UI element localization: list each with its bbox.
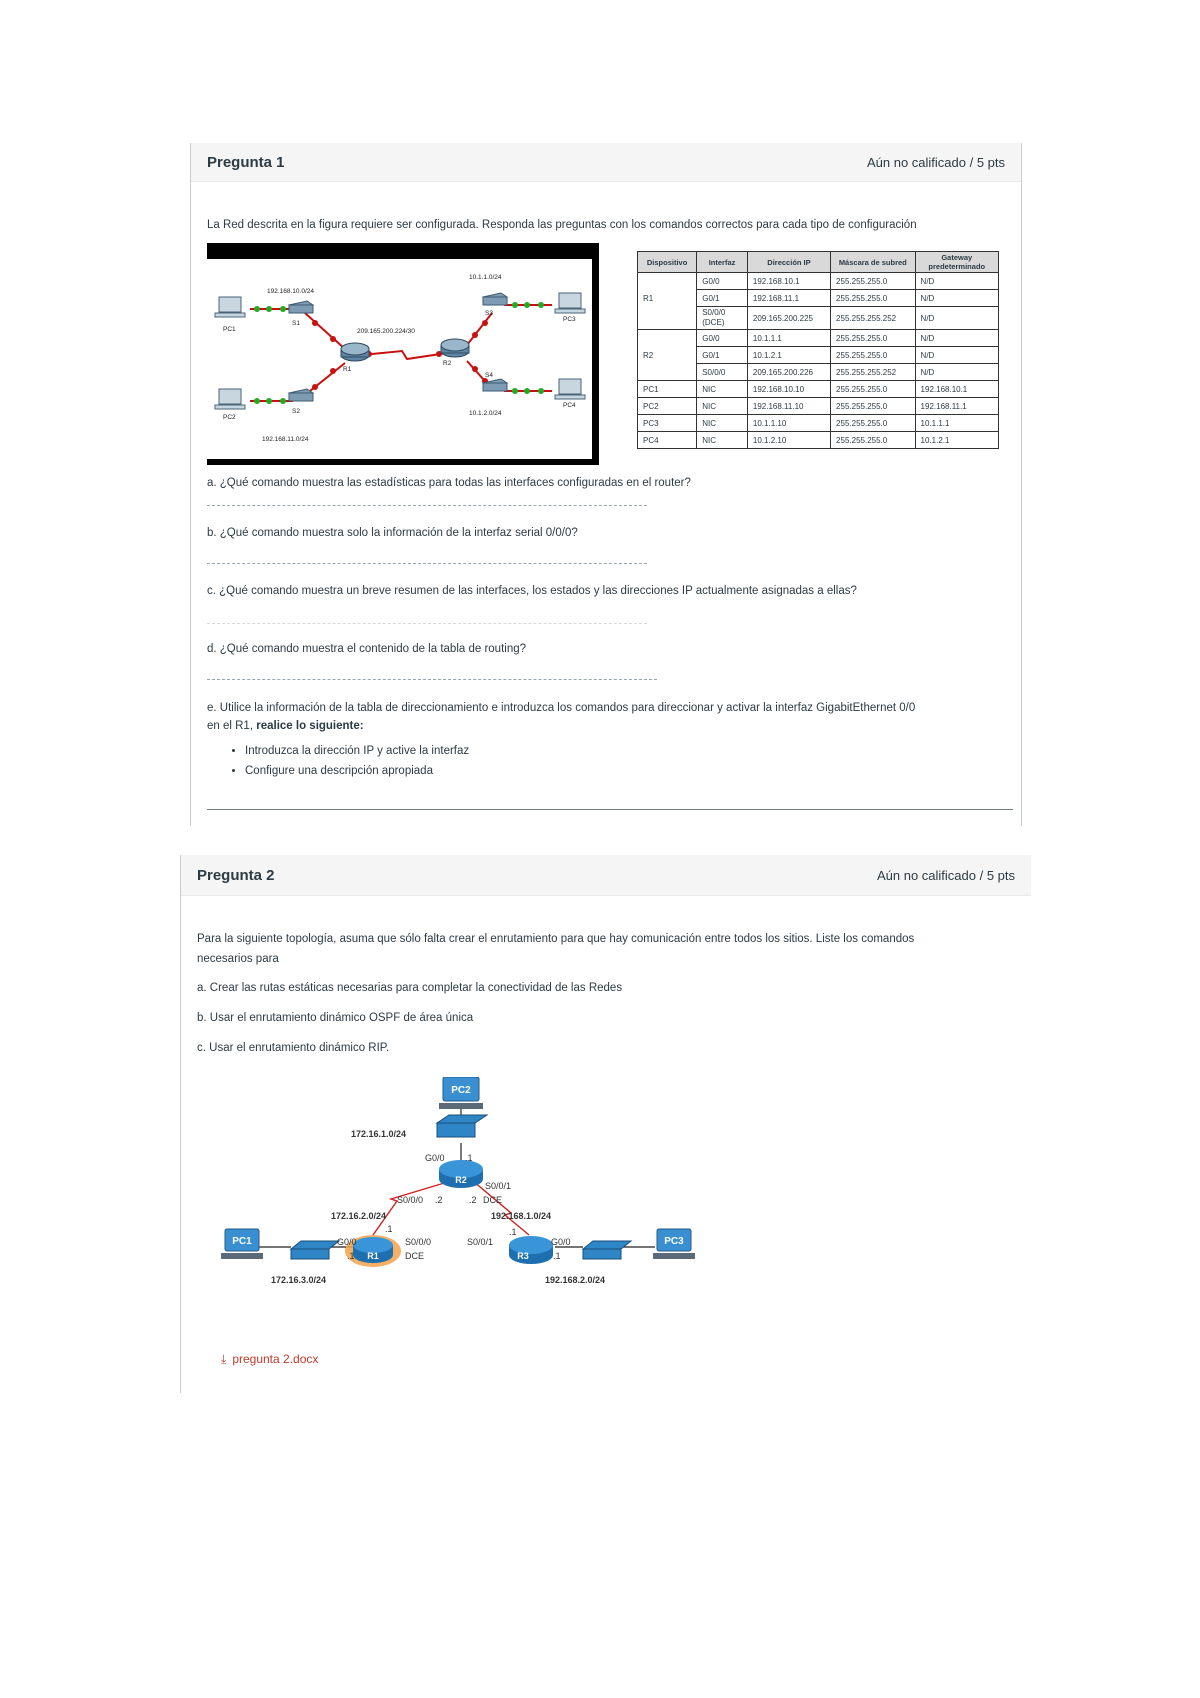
r1-g00-label: G0/0	[337, 1237, 357, 1247]
table-cell: N/D	[915, 347, 998, 364]
label-pc3: PC3	[664, 1236, 684, 1247]
switch-icon	[291, 1241, 339, 1259]
network-topology-diagram	[207, 243, 599, 465]
r2-s001-ip: .2	[469, 1195, 477, 1205]
question-2-intro-line1: Para la siguiente topología, asuma que sólo falta crear el enrutamiento para que hay comunicación entre todos los sitios. Liste los comandos	[197, 933, 915, 945]
question-1e-line2	[207, 717, 1019, 735]
table-cell	[638, 330, 697, 347]
question-2-header	[181, 855, 1031, 896]
question-1-network-figure	[207, 243, 599, 465]
r2-dce-label: DCE	[483, 1195, 503, 1205]
table-cell: 10.1.1.10	[747, 415, 830, 432]
table-row	[638, 307, 999, 330]
table-cell: 192.168.10.10	[747, 381, 830, 398]
net-label-wan: 209.165.200.224/30	[357, 328, 415, 335]
r3-g00-ip: .1	[553, 1251, 561, 1261]
label-s3: S3	[485, 310, 493, 317]
question-2a-text: a. Crear las rutas estáticas necesarias para completar la conectividad de las Redes	[197, 982, 623, 994]
table-row	[638, 330, 999, 347]
r3-s001-label: S0/0/1	[467, 1237, 494, 1247]
r1-s000-label: S0/0/0	[405, 1237, 432, 1247]
list-item: • Configure una descripción apropiada	[245, 761, 1019, 781]
table-cell: 192.168.11.1	[915, 398, 998, 415]
net-label-r2r3: 192.168.1.0/24	[491, 1211, 552, 1221]
answer-line-e[interactable]	[207, 809, 1013, 810]
question-2c-text: c. Usar el enrutamiento dinámico RIP.	[197, 1042, 390, 1054]
question-1-title: Pregunta 1	[207, 153, 285, 171]
r1-s000-ip: .1	[385, 1224, 393, 1234]
table-cell: N/D	[915, 290, 998, 307]
table-cell: 209.165.200.225	[747, 307, 830, 330]
table-cell	[638, 364, 697, 381]
table-cell: 255.255.255.0	[831, 398, 916, 415]
r1-dce-label: DCE	[405, 1251, 425, 1261]
table-cell: PC4	[638, 432, 697, 449]
list-item: • Introduzca la dirección IP y active la interfaz	[245, 741, 1019, 761]
question-1e-options	[207, 741, 1019, 781]
question-1a-text: a. ¿Qué comando muestra las estadísticas para todas las interfaces configuradas en el router?	[207, 477, 691, 489]
table-cell: 10.1.2.1	[915, 432, 998, 449]
attachment-link[interactable]	[221, 1352, 318, 1367]
switch-icon	[437, 1115, 487, 1137]
r2-s000-label: S0/0/0	[397, 1195, 424, 1205]
question-2-topology-diagram	[211, 1077, 711, 1307]
label-pc4: PC4	[563, 402, 576, 409]
question-1e-line2-start: en el R1,	[207, 720, 257, 732]
table-cell: N/D	[915, 307, 998, 330]
table-cell: 209.165.200.226	[747, 364, 830, 381]
net-label-pc2: 172.16.1.0/24	[351, 1129, 407, 1139]
table-header: Interfaz	[697, 252, 748, 273]
question-2-intro-line2: necesarios para	[197, 953, 279, 965]
r2-s001-label: S0/0/1	[485, 1181, 512, 1191]
table-row	[638, 398, 999, 415]
table-cell: G0/1	[697, 290, 748, 307]
r2-s000-ip: .2	[435, 1195, 443, 1205]
label-s2: S2	[292, 408, 300, 415]
addressing-table	[637, 251, 999, 449]
net-label-pc1: 192.168.10.0/24	[267, 288, 314, 295]
table-row	[638, 364, 999, 381]
r2-g00-label: G0/0	[425, 1153, 445, 1163]
download-icon: ⤓	[221, 1352, 227, 1366]
label-s4: S4	[485, 372, 493, 379]
table-header: Dispositivo	[638, 252, 697, 273]
table-header-row	[638, 252, 999, 273]
pc4-icon	[555, 379, 585, 399]
table-cell: NIC	[697, 398, 748, 415]
table-row	[638, 432, 999, 449]
label-r1: R1	[343, 366, 352, 373]
table-cell: G0/1	[697, 347, 748, 364]
label-pc2: PC2	[451, 1085, 471, 1096]
table-row	[638, 347, 999, 364]
answer-line-b[interactable]	[207, 563, 647, 564]
table-cell: 192.168.10.1	[747, 273, 830, 290]
pc3-icon	[653, 1229, 695, 1259]
net-label-pc1: 172.16.3.0/24	[271, 1275, 327, 1285]
table-cell: R1	[638, 290, 697, 307]
table-header: Dirección IP	[747, 252, 830, 273]
table-header: Gateway predeterminado	[915, 252, 998, 273]
table-cell: 255.255.255.0	[831, 432, 916, 449]
table-cell: 10.1.1.1	[915, 415, 998, 432]
table-cell: N/D	[915, 364, 998, 381]
table-cell: 10.1.1.1	[747, 330, 830, 347]
answer-line-a[interactable]	[207, 505, 647, 506]
table-cell: S0/0/0 (DCE)	[697, 307, 748, 330]
table-cell: 255.255.255.252	[831, 364, 916, 381]
question-1e-line1: e. Utilice la información de la tabla de direccionamiento e introduzca los comandos para direccionar y activar la interfaz GigabitEthernet 0/0	[207, 702, 916, 714]
table-cell: 10.1.2.1	[747, 347, 830, 364]
net-label-pc2: 192.168.11.0/24	[262, 436, 309, 443]
table-header: Máscara de subred	[831, 252, 916, 273]
label-pc3: PC3	[563, 316, 576, 323]
table-cell: G0/0	[697, 330, 748, 347]
table-row	[638, 290, 999, 307]
table-row	[638, 381, 999, 398]
label-s1: S1	[292, 320, 300, 327]
table-row	[638, 415, 999, 432]
question-1-card	[190, 143, 1022, 826]
net-label-pc3: 10.1.1.0/24	[469, 274, 502, 281]
table-cell: PC3	[638, 415, 697, 432]
table-cell: G0/0	[697, 273, 748, 290]
question-1-score: Aún no calificado / 5 pts	[866, 154, 1005, 170]
question-2-title: Pregunta 2	[197, 866, 275, 884]
attachment-filename: pregunta 2.docx	[232, 1352, 319, 1366]
pc2-icon	[439, 1077, 483, 1109]
question-1e-line2-bold: realice lo siguiente:	[256, 720, 364, 732]
table-cell: 255.255.255.0	[831, 273, 916, 290]
router-r2-icon	[439, 1160, 483, 1188]
table-cell: 255.255.255.0	[831, 290, 916, 307]
label-r2: R2	[455, 1175, 467, 1185]
question-1-intro: La Red descrita en la figura requiere ser configurada. Responda las preguntas con los comandos correctos para cada tipo de configuración	[207, 219, 917, 231]
pc2-icon	[215, 389, 245, 409]
router-r3-icon	[509, 1236, 553, 1264]
table-cell: 255.255.255.0	[831, 381, 916, 398]
label-pc1: PC1	[232, 1236, 252, 1247]
table-cell: S0/0/0	[697, 364, 748, 381]
answer-line-c[interactable]	[207, 623, 647, 624]
pc1-icon	[221, 1229, 263, 1259]
table-cell: PC2	[638, 398, 697, 415]
table-cell: 255.255.255.0	[831, 330, 916, 347]
switch-icon	[583, 1241, 631, 1259]
table-cell: PC1	[638, 381, 697, 398]
table-cell: 255.255.255.252	[831, 307, 916, 330]
table-cell: NIC	[697, 381, 748, 398]
label-r2: R2	[443, 360, 452, 367]
table-cell	[638, 307, 697, 330]
table-cell: N/D	[915, 330, 998, 347]
label-r3: R3	[517, 1251, 529, 1261]
table-cell: 255.255.255.0	[831, 347, 916, 364]
net-label-pc3: 192.168.2.0/24	[545, 1275, 606, 1285]
question-1-header	[191, 143, 1021, 182]
table-cell: 10.1.2.10	[747, 432, 830, 449]
table-cell: N/D	[915, 273, 998, 290]
label-pc1: PC1	[223, 326, 236, 333]
question-2-score: Aún no calificado / 5 pts	[876, 867, 1015, 883]
label-pc2: PC2	[223, 414, 236, 421]
net-label-pc4: 10.1.2.0/24	[469, 410, 502, 417]
table-cell: 192.168.11.1	[747, 290, 830, 307]
pc1-icon	[215, 297, 245, 317]
question-2-card	[180, 855, 1031, 1393]
r2-g00-ip: .1	[465, 1153, 473, 1163]
question-2-intro	[197, 929, 1027, 969]
question-1d-text: d. ¿Qué comando muestra el contenido de la tabla de routing?	[207, 643, 527, 655]
table-cell: R2	[638, 347, 697, 364]
answer-line-d[interactable]	[207, 679, 657, 680]
pc3-icon	[555, 293, 585, 313]
question-2b-text: b. Usar el enrutamiento dinámico OSPF de área única	[197, 1012, 474, 1024]
question-1b-text: b. ¿Qué comando muestra solo la información de la interfaz serial 0/0/0?	[207, 527, 578, 539]
table-cell: NIC	[697, 432, 748, 449]
r1-g00-ip: .1	[347, 1251, 355, 1261]
table-row	[638, 273, 999, 290]
table-cell: 192.168.11.10	[747, 398, 830, 415]
table-cell: 255.255.255.0	[831, 415, 916, 432]
table-cell: NIC	[697, 415, 748, 432]
table-cell: 192.168.10.1	[915, 381, 998, 398]
r3-s001-ip: .1	[509, 1227, 517, 1237]
label-r1: R1	[367, 1251, 379, 1261]
table-cell	[638, 273, 697, 290]
net-label-r1r2: 172.16.2.0/24	[331, 1211, 387, 1221]
r3-g00-label: G0/0	[551, 1237, 571, 1247]
question-1e-text	[207, 699, 1019, 781]
question-1c-text: c. ¿Qué comando muestra un breve resumen de las interfaces, los estados y las direcciones IP actualmente asignadas a ellas?	[207, 585, 857, 597]
